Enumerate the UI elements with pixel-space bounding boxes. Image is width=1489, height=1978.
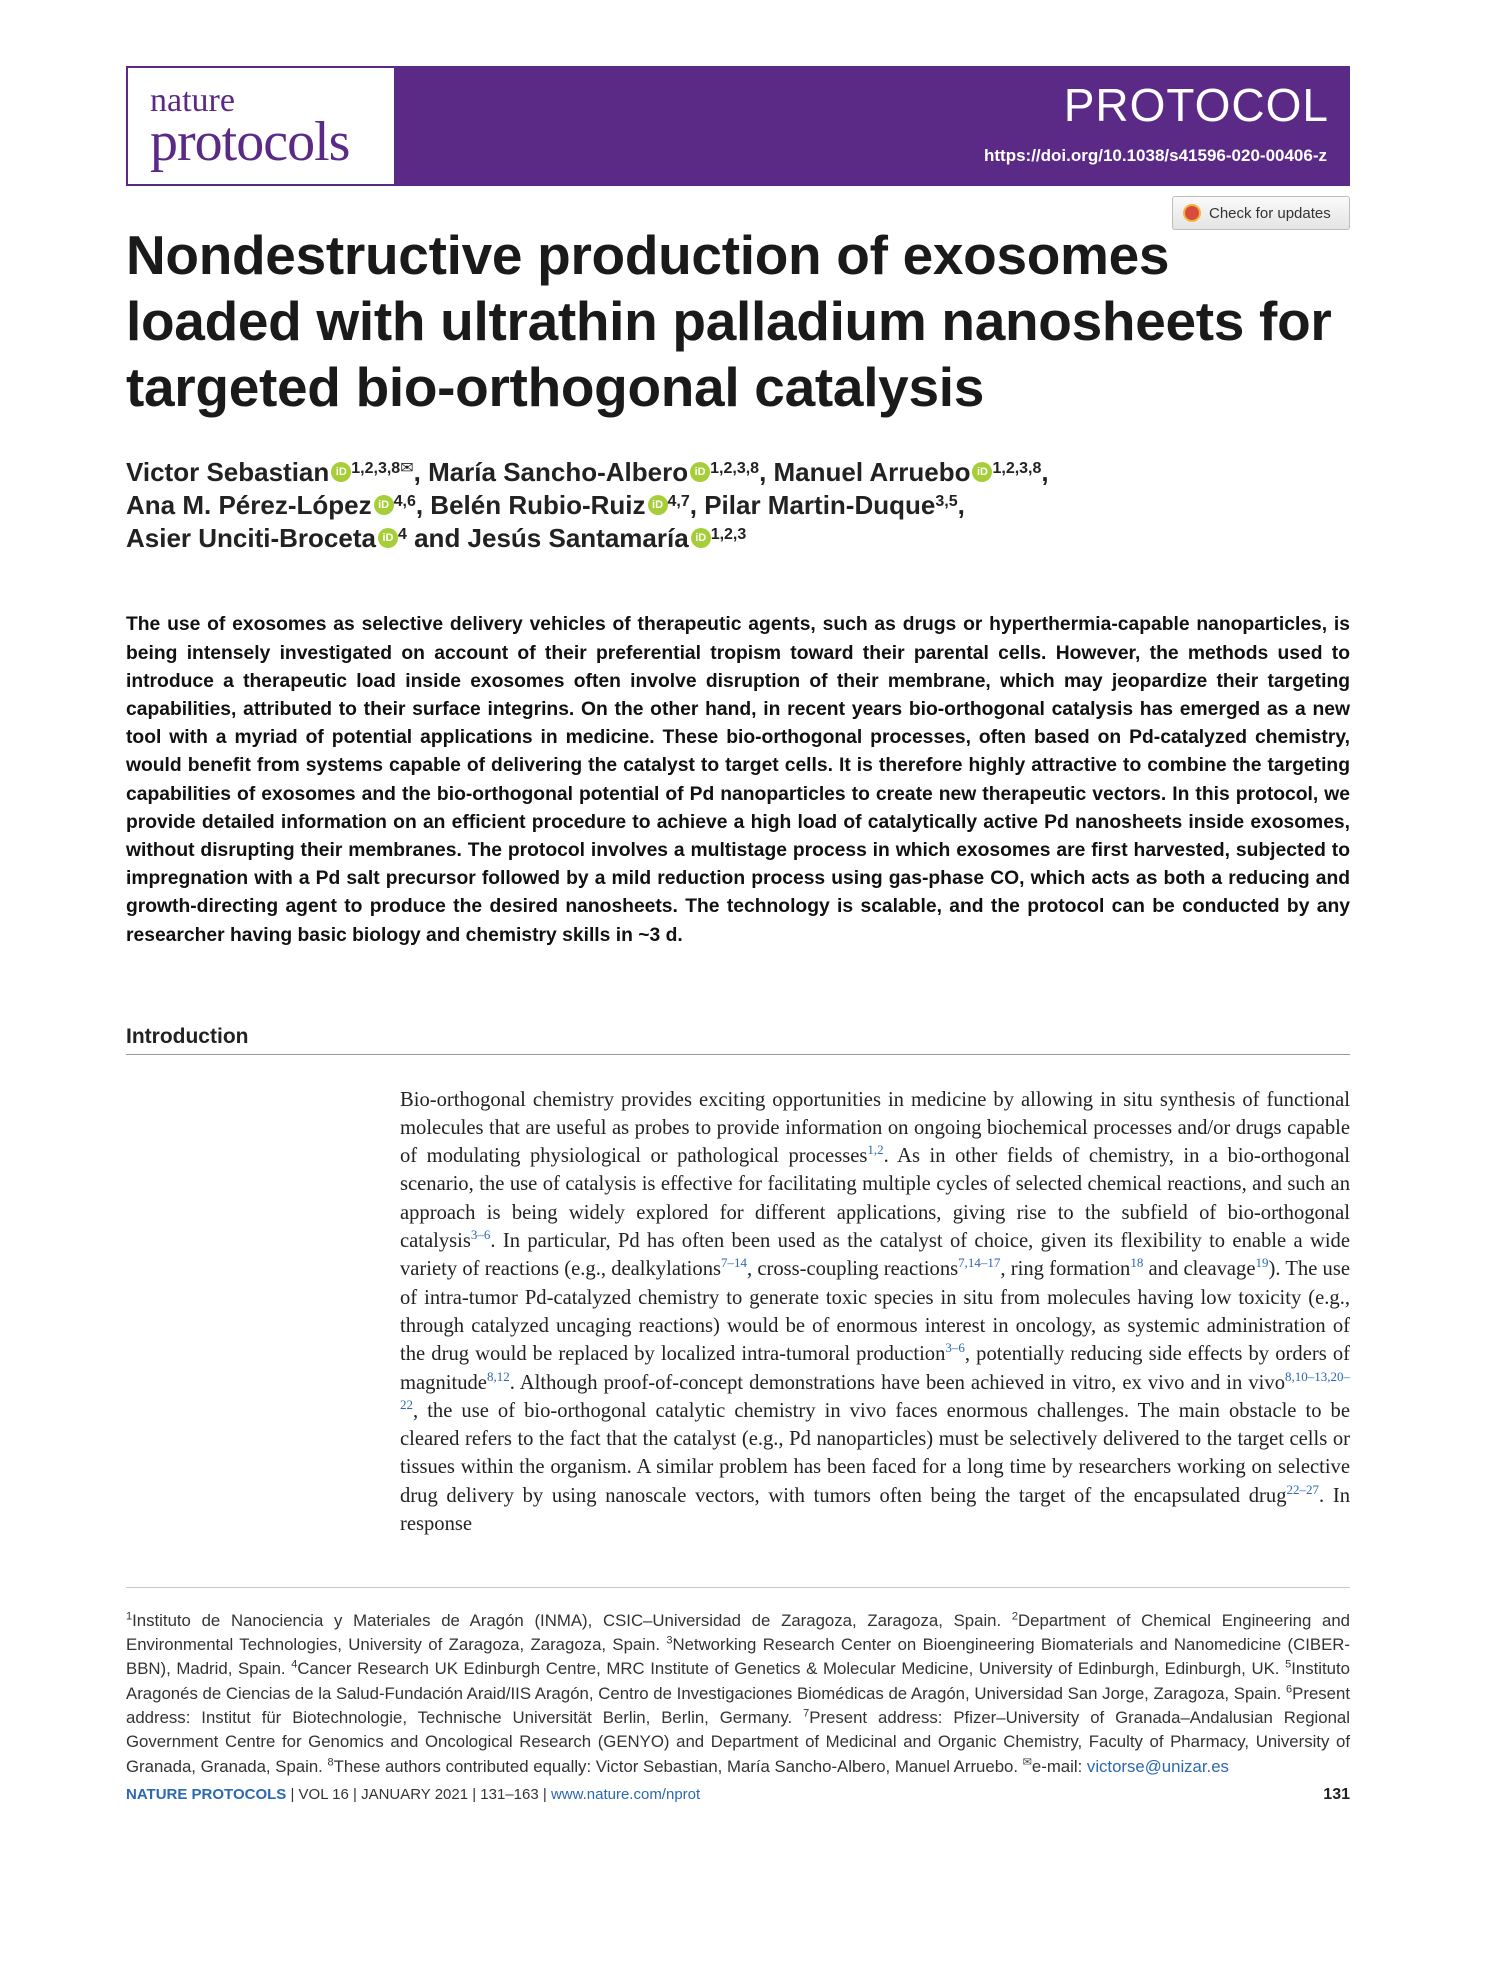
affiliation-text: Networking Research Center on Bioengineering Biomaterials and Nanomedicine (CIBER-BBN), Madrid, Spain. bbox=[126, 1635, 1350, 1679]
author-affiliation: 1,2,3 bbox=[710, 526, 747, 543]
orcid-icon[interactable]: iD bbox=[648, 495, 668, 515]
orcid-icon[interactable]: iD bbox=[331, 462, 351, 482]
author-affiliation: 4,7 bbox=[667, 493, 690, 510]
author-affiliation: 1,2,3,8 bbox=[710, 460, 760, 477]
footer-issue-details: | VOL 16 | JANUARY 2021 | 131–163 | bbox=[286, 1786, 551, 1803]
citation-link[interactable]: 1,2 bbox=[867, 1142, 884, 1158]
affiliation-text: These authors contributed equally: Victor Sebastian, María Sancho-Albero, Manuel Arruebo. bbox=[333, 1756, 1023, 1776]
affiliation-text: Instituto de Nanociencia y Materiales de Aragón (INMA), CSIC–Universidad de Zaragoza, Zaragoza, Spain. bbox=[132, 1610, 1012, 1630]
author-affiliation: 1,2,3,8 bbox=[351, 460, 401, 477]
section-divider bbox=[126, 1054, 1350, 1055]
page-footer bbox=[126, 1786, 1350, 1803]
email-envelope-icon[interactable]: ✉ bbox=[400, 460, 414, 477]
intro-text-segment: Bio-orthogonal chemistry provides exciting opportunities in medicine by allowing in situ synthesis of functional molecules that are useful as probes to provide information on ongoing biochemical processes and/or drugs capable of modulating physiological or pathological processes bbox=[400, 1088, 1350, 1168]
footer-website-link[interactable]: www.nature.com/nprot bbox=[550, 1786, 701, 1803]
abstract: The use of exosomes as selective delivery vehicles of therapeutic agents, such as drugs or hyperthermia-capable nanoparticles, is being intensely investigated on account of their preferential tropism toward their parental cells. However, the methods used to introduce a therapeutic load inside exosomes often involve disruption of their membrane, which may jeopardize their targeting capabilities, attributed to their surface integrins. On the other hand, in recent years bio-orthogonal catalysis has emerged as a new tool with a myriad of potential applications in medicine. These bio-orthogonal processes, often based on Pd-catalyzed chemistry, would benefit from systems capable of delivering the catalyst to target cells. It is therefore highly attractive to combine the targeting capabilities of exosomes and the bio-orthogonal potential of Pd nanoparticles to create new therapeutic vectors. In this protocol, we provide detailed information on an efficient procedure to achieve a high load of catalytically active Pd nanosheets inside exosomes, without disrupting their membranes. The protocol involves a multistage process in which exosomes are first harvested, subjected to impregnation with a Pd salt precursor followed by a mild reduction process using gas-phase CO, which acts as both a reducing and growth-directing agent to produce the desired nanosheets. The technology is scalable, and the protocol can be conducted by any researcher having basic biology and chemistry skills in ~3 d. bbox=[126, 614, 1350, 946]
author-affiliation: 4 bbox=[397, 526, 407, 543]
author-separator: and bbox=[406, 523, 468, 553]
citation-link[interactable]: 7,14–17 bbox=[958, 1255, 1001, 1271]
affiliation-text: Present address: Pfizer–University of Granada–Andalusian Regional Government Centre for Genomics and Oncological Research (GENYO) and Department of Medicinal and Organic Chemistry, Faculty of Pharmacy, University of Granada, Granada, Spain. bbox=[126, 1707, 1350, 1776]
author-name[interactable]: Pilar Martin-Duque bbox=[704, 490, 936, 520]
author-separator: , bbox=[759, 457, 774, 487]
section-heading-introduction: Introduction bbox=[126, 1025, 249, 1048]
footnote-divider bbox=[126, 1587, 1350, 1588]
footnote-number: 8 bbox=[327, 1755, 334, 1768]
footer-journal-name: NATURE PROTOCOLS bbox=[126, 1786, 287, 1803]
affiliation-text: Cancer Research UK Edinburgh Centre, MRC Institute of Genetics & Molecular Medicine, University of Edinburgh, Edinburgh, UK. bbox=[297, 1659, 1286, 1679]
footnote-number: 2 bbox=[1011, 1610, 1018, 1623]
intro-text-segment: , cross-coupling reactions bbox=[747, 1258, 959, 1281]
orcid-icon[interactable]: iD bbox=[972, 462, 992, 482]
page-number: 131 bbox=[1323, 1786, 1350, 1803]
email-label: e-mail: bbox=[1031, 1756, 1087, 1776]
author-separator: , bbox=[1041, 457, 1049, 487]
affiliation-text: Department of Chemical Engineering and Environmental Technologies, University of Zaragoza, Zaragoza, Spain. bbox=[126, 1610, 1350, 1655]
orcid-icon[interactable]: iD bbox=[690, 462, 710, 482]
footnote-number: 6 bbox=[1286, 1683, 1293, 1696]
footnote-number: 1 bbox=[126, 1610, 133, 1623]
author-affiliation: 1,2,3,8 bbox=[992, 460, 1042, 477]
author-name[interactable]: Asier Unciti-Broceta bbox=[126, 523, 376, 553]
author-name[interactable]: Jesús Santamaría bbox=[467, 523, 689, 553]
article-type-label: PROTOCOL bbox=[1063, 79, 1329, 131]
intro-text-segment: . Although proof-of-concept demonstrations have been achieved in vitro, ex vivo and in vivo bbox=[509, 1371, 1285, 1394]
author-separator: , bbox=[413, 457, 429, 487]
intro-text-segment: . In response bbox=[400, 1484, 1351, 1536]
author-name[interactable]: Manuel Arruebo bbox=[773, 457, 971, 487]
footnote-number: 7 bbox=[803, 1707, 810, 1720]
email-link[interactable]: victorse@unizar.es bbox=[1086, 1756, 1229, 1776]
citation-link[interactable]: 3–6 bbox=[470, 1227, 491, 1243]
affiliation-text: Instituto Aragonés de Ciencias de la Salud-Fundación Araid/IIS Aragón, Centro de Investigaciones Biomédicas de Aragón, Universidad San Jorge, Zaragoza, Spain. bbox=[126, 1659, 1350, 1703]
logo-nature-text: nature bbox=[150, 82, 235, 119]
author-separator: , bbox=[957, 490, 965, 520]
footnote-number: 3 bbox=[666, 1634, 673, 1647]
envelope-icon: ✉ bbox=[1022, 1755, 1032, 1768]
orcid-icon[interactable]: iD bbox=[378, 528, 398, 548]
citation-link[interactable]: 8,10–13,20–22 bbox=[400, 1368, 1350, 1412]
footnote-number: 5 bbox=[1285, 1658, 1292, 1671]
citation-link[interactable]: 7–14 bbox=[721, 1255, 748, 1271]
check-updates-label: Check for updates bbox=[1209, 204, 1331, 222]
affiliations-footnote bbox=[126, 1609, 1350, 1779]
author-list bbox=[126, 456, 1356, 555]
affiliation-text: Present address: Institut für Biotechnologie, Technische Universität Berlin, Berlin, Germany. bbox=[126, 1683, 1350, 1727]
article-title: Nondestructive production of exosomes loaded with ultrathin palladium nanosheets for targeted bio-orthogonal catalysis bbox=[126, 224, 1332, 418]
citation-link[interactable]: 22–27 bbox=[1286, 1481, 1320, 1497]
citation-link[interactable]: 19 bbox=[1255, 1255, 1269, 1271]
introduction-text bbox=[400, 1086, 1350, 1539]
intro-text-segment: , the use of bio-orthogonal catalytic chemistry in vivo faces enormous challenges. The main obstacle to be cleared refers to the fact that the catalyst (e.g., Pd nanoparticles) must be selectively delivered to the target cells or tissues within the organism. A similar problem has been faced for a long time by researchers working on selective drug delivery by using nanoscale vectors, with tumors often being the target of the encapsulated drug bbox=[400, 1399, 1350, 1507]
citation-link[interactable]: 18 bbox=[1130, 1255, 1144, 1271]
author-affiliation: 4,6 bbox=[393, 493, 416, 510]
author-affiliation: 3,5 bbox=[935, 493, 958, 510]
author-name[interactable]: María Sancho-Albero bbox=[428, 457, 689, 487]
citation-link[interactable]: 8,12 bbox=[486, 1368, 510, 1384]
intro-text-segment: . In particular, Pd has often been used as the catalyst of choice, given its flexibility to enable a wide variety of reactions (e.g., dealkylations bbox=[400, 1230, 1350, 1281]
doi-link[interactable]: https://doi.org/10.1038/s41596-020-00406-z bbox=[984, 146, 1327, 165]
author-name[interactable]: Ana M. Pérez-López bbox=[126, 490, 372, 520]
footnote-number: 4 bbox=[291, 1658, 298, 1671]
intro-text-segment: . As in other fields of chemistry, in a bio-orthogonal scenario, the use of catalysis is effective for facilitating multiple cycles of selected chemical reactions, and such an approach is being widely explored for different applications, giving rise to the subfield of bio-orthogonal catalysis bbox=[400, 1145, 1350, 1253]
logo-protocols-text: protocols bbox=[150, 111, 350, 173]
intro-text-segment: and cleavage bbox=[1143, 1258, 1256, 1281]
orcid-icon[interactable]: iD bbox=[691, 528, 711, 548]
orcid-icon[interactable]: iD bbox=[374, 495, 394, 515]
author-name[interactable]: Belén Rubio-Ruiz bbox=[430, 490, 646, 520]
author-name[interactable]: Victor Sebastian bbox=[126, 457, 330, 487]
intro-text-segment: , potentially reducing side effects by orders of magnitude bbox=[400, 1343, 1350, 1394]
intro-text-segment: ). The use of intra-tumor Pd-catalyzed chemistry to generate toxic species in situ from molecules having low toxicity (e.g., through catalyzed uncaging reactions) would be of enormous interest in oncology, as systemic administration of the drug would be replaced by localized intra-tumoral production bbox=[400, 1258, 1351, 1366]
author-separator: , bbox=[415, 490, 431, 520]
citation-link[interactable]: 3–6 bbox=[945, 1340, 965, 1356]
check-updates-icon bbox=[1183, 204, 1201, 222]
author-separator: , bbox=[689, 490, 705, 520]
intro-text-segment: , ring formation bbox=[1000, 1258, 1131, 1281]
